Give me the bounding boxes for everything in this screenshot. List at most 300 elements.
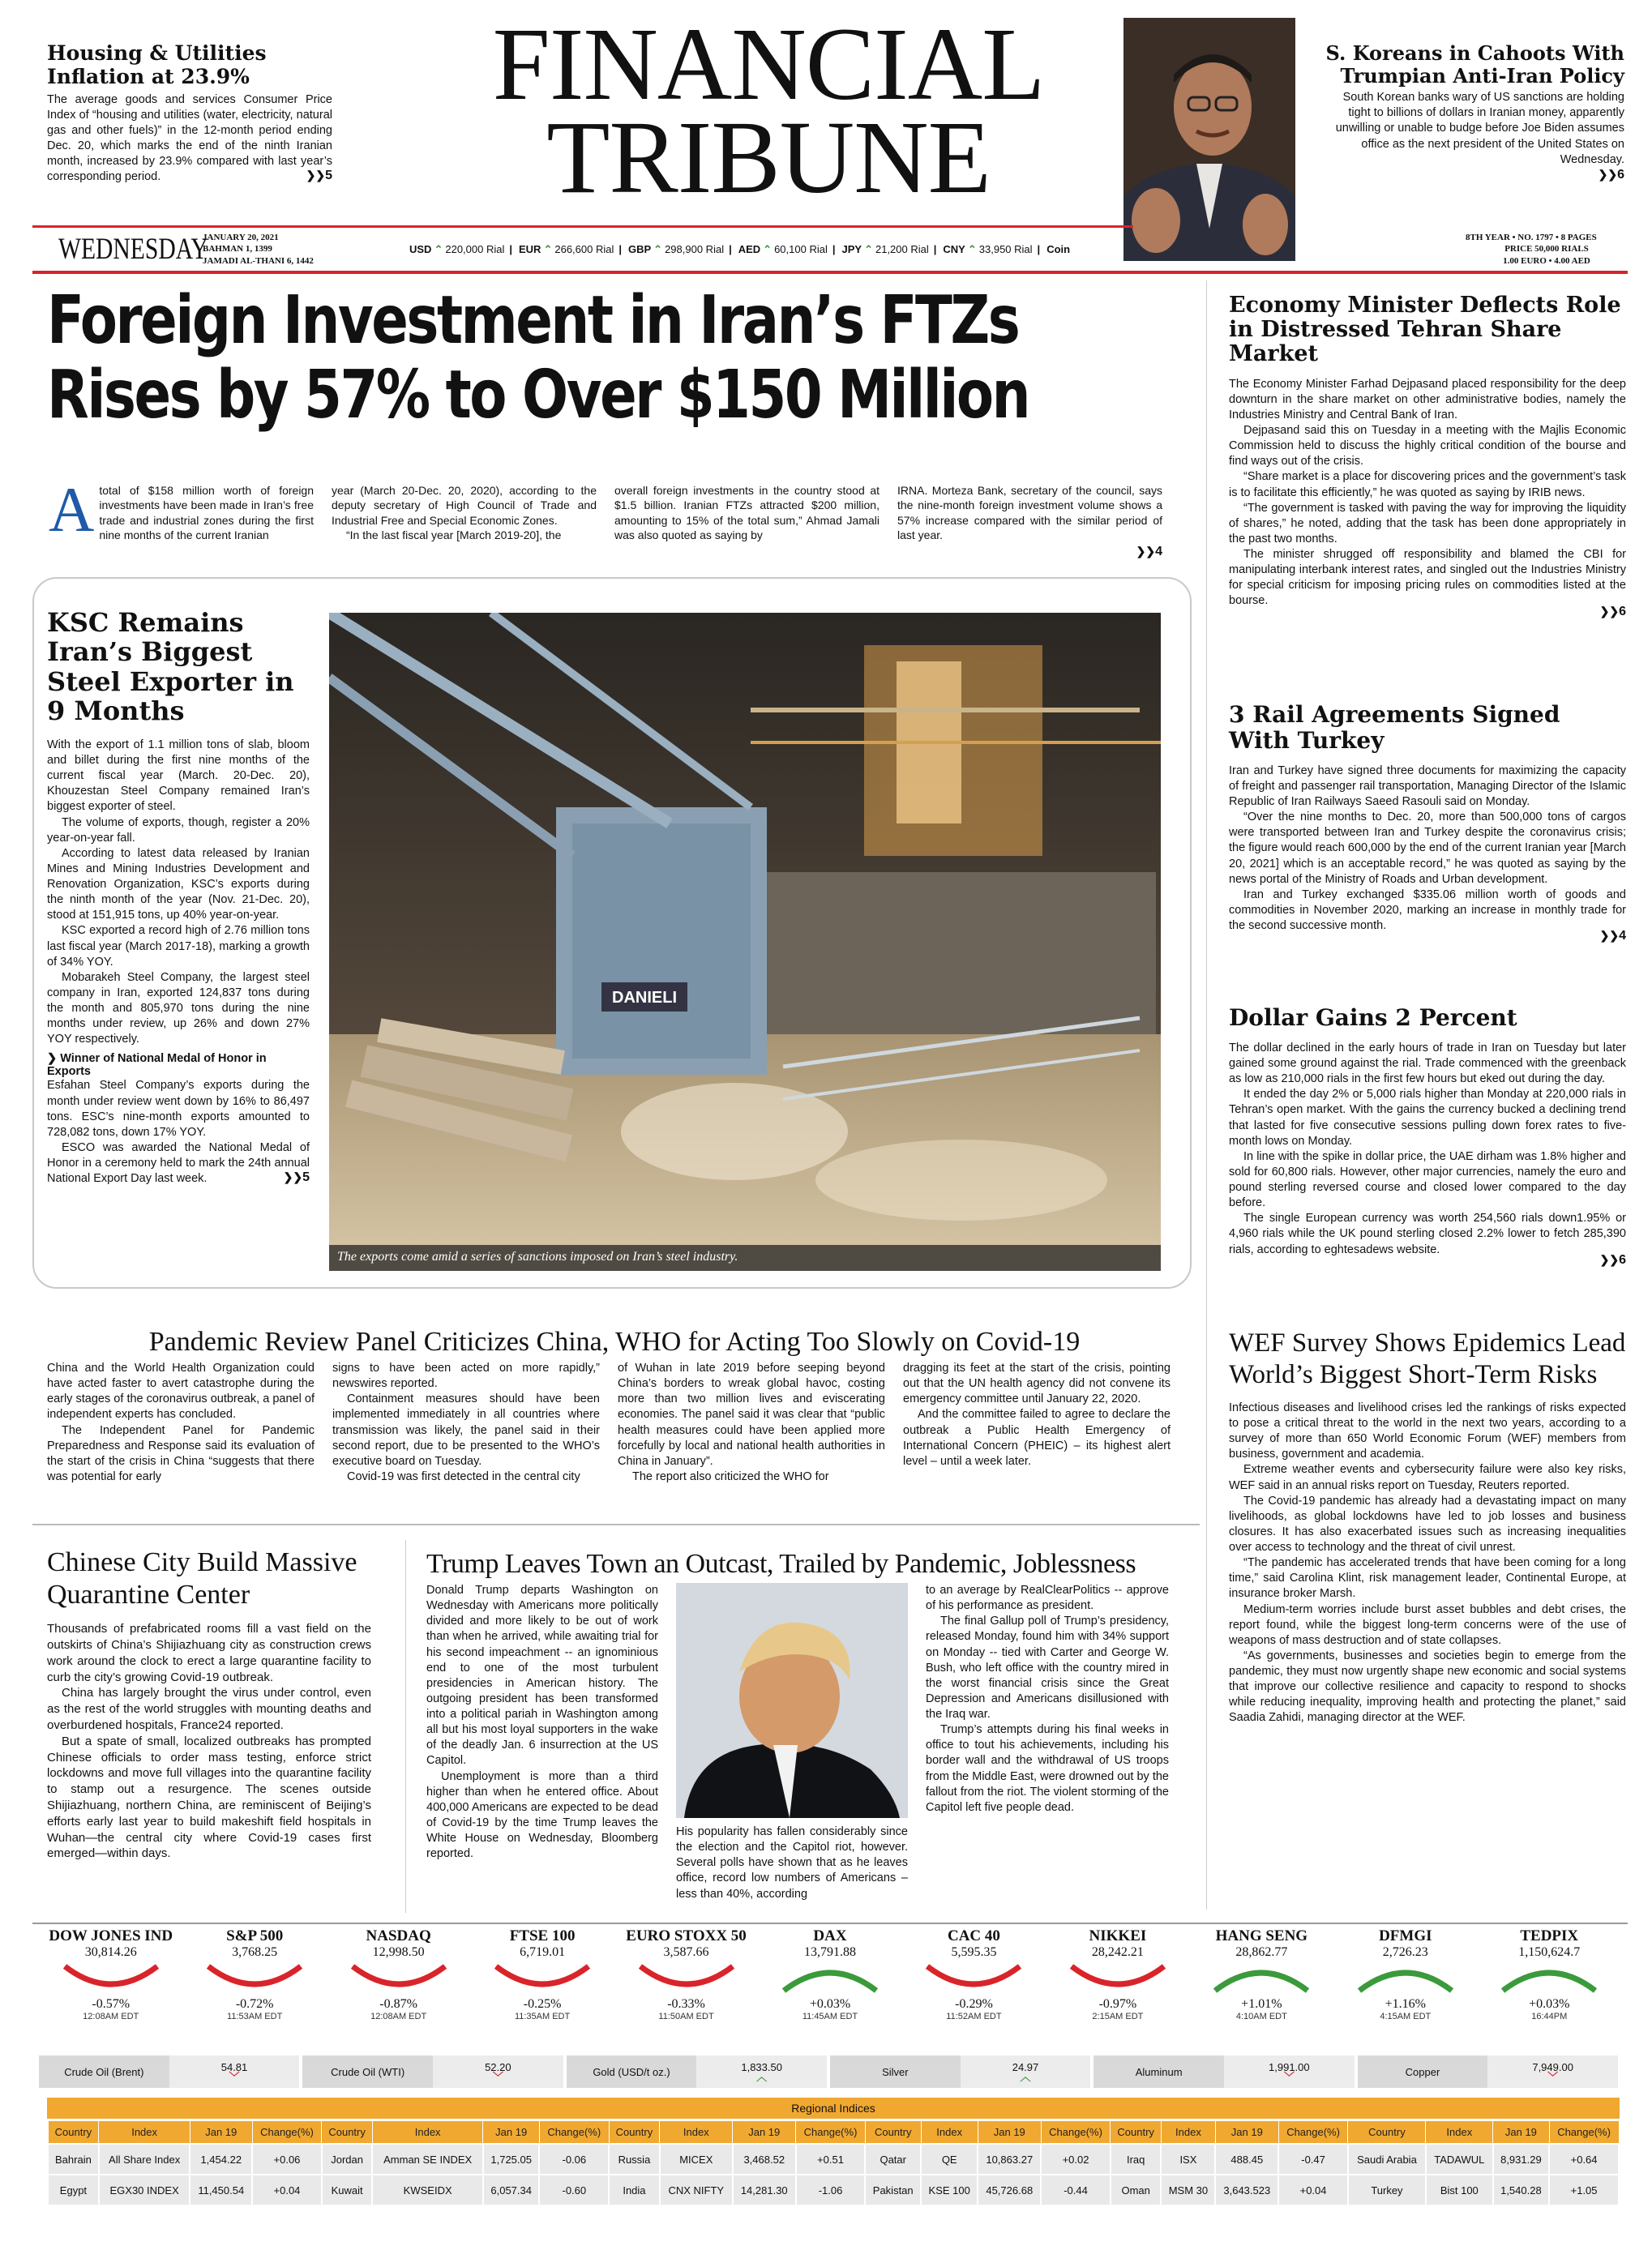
teaser-body: South Korean banks wary of US sanctions are holding tight to billions of dollars in Iranian money, apparently unwilling or unable to budge before Joe Biden assumes office as the next president of the United States on Wednesday. bbox=[1335, 91, 1624, 166]
regional-header-cell: Index bbox=[372, 2121, 483, 2145]
ticker-separator: | bbox=[1037, 243, 1041, 255]
regional-header-cell: Jan 19 bbox=[733, 2121, 796, 2145]
page-ref[interactable]: ❯❯ 6 bbox=[1303, 168, 1624, 182]
index-card bbox=[902, 1927, 1046, 2021]
index-card bbox=[182, 1927, 326, 2021]
trend-up-arc-icon bbox=[777, 1960, 883, 1997]
index-name: DFMGI bbox=[1379, 1927, 1432, 1944]
rail-title: 3 Rail Agreements Signed With Turkey bbox=[1229, 701, 1560, 754]
rail-body bbox=[1229, 764, 1626, 934]
index-card bbox=[758, 1927, 901, 2021]
regional-row bbox=[48, 2144, 1619, 2175]
pandemic-story[interactable] bbox=[47, 1326, 1182, 1485]
ticker-item bbox=[842, 243, 937, 256]
regional-cell: 14,281.30 bbox=[733, 2175, 796, 2205]
index-value: 3,768.25 bbox=[232, 1945, 278, 1959]
paragraph: ESCO was awarded the National Medal of Honor in a ceremony held to mark the 24th annual National Export Day last week. bbox=[47, 1140, 310, 1186]
down-chevron-icon: ﹀ bbox=[1547, 2071, 1559, 2084]
regional-cell: MICEX bbox=[660, 2144, 733, 2175]
index-time: 11:45AM EDT bbox=[802, 2012, 858, 2021]
ticker-value: 298,900 Rial bbox=[665, 243, 725, 255]
regional-cell: QE bbox=[921, 2144, 978, 2175]
pandemic-col-2 bbox=[332, 1361, 600, 1485]
regional-title: Regional Indices bbox=[47, 2098, 1620, 2120]
chinese-city-story[interactable] bbox=[47, 1546, 371, 1862]
trump-story[interactable] bbox=[426, 1548, 1188, 1902]
index-time: 12:08AM EDT bbox=[83, 2012, 139, 2021]
index-name: DOW JONES IND bbox=[49, 1927, 173, 1944]
ticker-item bbox=[738, 243, 836, 256]
index-name: HANG SENG bbox=[1215, 1927, 1308, 1944]
index-change: -0.29% bbox=[955, 1997, 993, 2011]
regional-header-cell: Change(%) bbox=[539, 2121, 609, 2145]
commodity-name: Copper bbox=[1358, 2055, 1488, 2088]
commodity-value: 1,833.50 bbox=[741, 2061, 782, 2074]
index-value: 2,726.23 bbox=[1382, 1945, 1428, 1959]
regional-header-cell: Index bbox=[921, 2121, 978, 2145]
pandemic-col-2c-text: Covid-19 was first detected in the central city bbox=[347, 1469, 580, 1483]
pandemic-col-4-text: dragging its feet at the start of the crisis, pointing out that the UN health agency did not convene its emergency committee until January 22, 2020. bbox=[903, 1362, 1171, 1406]
top-right-teaser[interactable] bbox=[1303, 42, 1624, 182]
index-change: +1.16% bbox=[1385, 1997, 1426, 2011]
regional-cell: Kuwait bbox=[322, 2175, 373, 2205]
index-time: 11:35AM EDT bbox=[514, 2012, 571, 2021]
paragraph: “The government is tasked with paving the way for improving the liquidity of shares,” he noted, adding that the task has been done appropriately in the past two months. bbox=[1229, 501, 1626, 545]
regional-cell: KWSEIDX bbox=[372, 2175, 483, 2205]
market-indices bbox=[39, 1927, 1621, 2021]
regional-table bbox=[47, 2120, 1620, 2206]
paragraph: China has largely brought the virus under control, even as the rest of the world struggles with mounting deaths and overburdened hospitals, France24 reported. bbox=[47, 1686, 371, 1732]
masthead-line1: FINANCIAL bbox=[492, 6, 1045, 122]
pandemic-col-3-text: of Wuhan in late 2019 before seeping beyond China’s borders to wreak global havoc, costing more than two million lives and eviscerating economies. The panel said it was clear that “public health measures could have been applied more forcefully by local and national health authorities in China in January”. bbox=[618, 1362, 885, 1468]
commodity-cell bbox=[1358, 2055, 1618, 2088]
regional-cell: Jordan bbox=[322, 2144, 373, 2175]
regional-cell: Qatar bbox=[865, 2144, 921, 2175]
regional-header-cell: Change(%) bbox=[796, 2121, 866, 2145]
regional-header-cell: Index bbox=[1426, 2121, 1493, 2145]
index-card bbox=[327, 1927, 470, 2021]
subhead-arrow-icon: ❯ bbox=[47, 1052, 61, 1066]
trump-col-3 bbox=[926, 1583, 1169, 1902]
trend-up-arc-icon bbox=[1496, 1960, 1602, 1997]
official-portrait-image bbox=[1123, 18, 1295, 261]
regional-cell: -1.06 bbox=[796, 2175, 866, 2205]
regional-cell: Bist 100 bbox=[1426, 2175, 1493, 2205]
main-col-2 bbox=[332, 483, 597, 560]
regional-header-cell: Country bbox=[322, 2121, 373, 2145]
paragraph: “Over the nine months to Dec. 20, more than 500,000 tons of cargos were transported between Iran and Turkey despite the coronavirus crisis; the figure would reach 600,000 by the end of the current Iranian year [March 20, 2021] which is an acceptable record,” he was quoted as saying by the news portal of the Ministry of Roads and Urban development. bbox=[1229, 811, 1626, 886]
wef-story[interactable] bbox=[1229, 1328, 1626, 1726]
trump-columns bbox=[426, 1583, 1188, 1902]
pandemic-col-2-text: signs to have been acted on more rapidly,” newswires reported. bbox=[332, 1362, 600, 1391]
regional-cell: 1,454.22 bbox=[190, 2144, 252, 2175]
regional-header-cell: Jan 19 bbox=[190, 2121, 252, 2145]
regional-cell: -0.60 bbox=[539, 2175, 609, 2205]
paragraph: Iran and Turkey have signed three documents for maximizing the capacity of freight and passenger rail transportation, Managing Director of the Islamic Republic of Iran Railways Saeed Rasouli said on Monday. bbox=[1229, 764, 1626, 809]
up-arrow-icon: ⌃ bbox=[967, 243, 977, 255]
ticker-code: JPY bbox=[841, 243, 862, 255]
index-card bbox=[1333, 1927, 1477, 2021]
index-change: +0.03% bbox=[1529, 1997, 1570, 2011]
right-divider bbox=[1206, 280, 1207, 1910]
paragraph: “The pandemic has accelerated trends that have been coming for a long time,” said Carolina Klint, risk management leader, Continental Europe, at insurance broker Marsh. bbox=[1229, 1556, 1626, 1601]
dateline-rule-bottom bbox=[32, 271, 1628, 274]
paragraph: Medium-term worries include burst asset bubbles and debt crises, the report found, while the biggest long-term concerns were of the use of weapons of mass destruction and of state collapses. bbox=[1229, 1602, 1626, 1647]
index-value: 5,595.35 bbox=[951, 1945, 997, 1959]
ticker-item bbox=[409, 243, 512, 256]
economy-title: Economy Minister Deflects Role in Distressed Tehran Share Market bbox=[1229, 293, 1621, 367]
up-chevron-icon: ︿ bbox=[1020, 2071, 1031, 2084]
regional-cell: 3,468.52 bbox=[733, 2144, 796, 2175]
index-time: 11:52AM EDT bbox=[946, 2012, 1002, 2021]
pandemic-col-4b-text: And the committee failed to agree to declare the outbreak a Public Health Emergency of International Concern (PHEIC) – its highest alert level – until a week later. bbox=[903, 1408, 1171, 1468]
commodity-value-box bbox=[1224, 2055, 1355, 2088]
ticker-code: CNY bbox=[943, 243, 965, 255]
regional-cell: -0.47 bbox=[1278, 2144, 1348, 2175]
edition-number: 8TH YEAR • NO. 1797 • 8 PAGES bbox=[1466, 233, 1597, 242]
paragraph: The single European currency was worth 254,560 rials down1.95% or 4,960 rials while the UK pound sterling closed 2.2% lower to fetch 285,390 rials, according to eghtesadews website. bbox=[1229, 1212, 1626, 1256]
index-change: +0.03% bbox=[809, 1997, 851, 2011]
page-ref[interactable]: ❯❯ 4 bbox=[897, 543, 1162, 560]
trend-down-arc-icon bbox=[58, 1960, 164, 1997]
index-card bbox=[1478, 1927, 1621, 2021]
paragraph: Trump’s attempts during his final weeks in office to tout his achievements, including his border wall and the withdrawal of US troops from the Middle East, were drowned out by the fallout from the riot. The violent storming of the Capitol left five people dead. bbox=[926, 1723, 1169, 1814]
page-ref[interactable]: ❯❯ 6 bbox=[1229, 605, 1626, 619]
regional-cell: Amman SE INDEX bbox=[372, 2144, 483, 2175]
index-card bbox=[470, 1927, 614, 2021]
edition-info bbox=[1466, 232, 1628, 267]
ticker-value: 21,200 Rial bbox=[875, 243, 929, 255]
regional-header-cell: Country bbox=[865, 2121, 921, 2145]
ticker-separator: | bbox=[729, 243, 732, 255]
main-story-body bbox=[49, 474, 1167, 560]
main-col-3-text: overall foreign investments in the country stood at $1.5 billion. Iranian FTZs attracted $200 million, amounting to 15% of the total sum,” Ahmad Jamali was also quoted as saying by bbox=[614, 484, 879, 542]
pandemic-col-4 bbox=[903, 1361, 1171, 1485]
commodity-value-box bbox=[1487, 2055, 1618, 2088]
main-col-1-text: total of $158 million worth of foreign investments have been made in Iran’s free trade and industrial zones during the first nine months of the current Iranian bbox=[99, 484, 314, 542]
dollar-body bbox=[1229, 1041, 1626, 1258]
paragraph: The minister shrugged off responsibility and blamed the CBI for manipulating interbank interest rates, and singled out the Industries Ministry for special criticism for imposing pricing rules on commodities listed at the bourse. bbox=[1229, 548, 1626, 608]
regional-header-cell: Change(%) bbox=[1549, 2121, 1619, 2145]
paragraph: Esfahan Steel Company’s exports during the month under review went down by 16% to 86,497 tons. ESC’s nine-month exports amounted to 728,082 tons, down 17% YOY. bbox=[47, 1079, 310, 1139]
index-value: 6,719.01 bbox=[520, 1945, 566, 1959]
regional-cell: Turkey bbox=[1348, 2175, 1426, 2205]
chinese-city-title: Chinese City Build Massive Quarantine Center bbox=[47, 1547, 357, 1611]
regional-cell: +0.51 bbox=[796, 2144, 866, 2175]
commodity-value: 1,991.00 bbox=[1269, 2061, 1310, 2074]
index-value: 28,242.21 bbox=[1091, 1945, 1144, 1959]
commodity-value: 24.97 bbox=[1012, 2061, 1039, 2074]
regional-cell: India bbox=[609, 2175, 660, 2205]
paragraph: In line with the spike in dollar price, the UAE dirham was 1.8% higher and sold for 60,800 rials. However, other major currencies, namely the euro and pound sterling reversed course and closed lower compared to the day before. bbox=[1229, 1149, 1626, 1210]
down-chevron-icon: ﹀ bbox=[229, 2071, 240, 2084]
teaser-body: The average goods and services Consumer Price Index of “housing and utilities (water, electricity, natural gas and other fuels)” in the 12-month period ending Dec. 20, which marks the end of the ninth Iranian month, increased by 23.9% compared with last year’s corresponding period. bbox=[47, 92, 332, 184]
weekday: WEDNESDAY bbox=[58, 233, 208, 266]
index-change: +1.01% bbox=[1241, 1997, 1282, 2011]
regional-header-cell: Jan 19 bbox=[483, 2121, 540, 2145]
commodity-value: 52.20 bbox=[485, 2061, 511, 2074]
ticker-separator: | bbox=[933, 243, 937, 255]
pandemic-title: Pandemic Review Panel Criticizes China, WHO for Acting Too Slowly on Covid-19 bbox=[148, 1327, 1081, 1357]
ksc-story[interactable] bbox=[47, 608, 310, 1185]
ticker-value: 220,000 Rial bbox=[445, 243, 505, 255]
ticker-code: GBP bbox=[628, 243, 652, 255]
index-time: 12:08AM EDT bbox=[370, 2012, 427, 2021]
dollar-title: Dollar Gains 2 Percent bbox=[1229, 1004, 1517, 1031]
paragraph: According to latest data released by Iranian Mines and Mining Industries Development and Renovation Organization, KSC’s exports during the ninth month of the year (Nov. 21-Dec. 20), stood at 151,915 tons, up 40% year-on-year. bbox=[47, 846, 310, 922]
regional-cell: 488.45 bbox=[1215, 2144, 1278, 2175]
paragraph: “Share market is a place for discovering prices and the government’s task is to facilitate this efficiently,” he was quoted as saying by IRIB news. bbox=[1229, 470, 1627, 499]
index-time: 16:44PM bbox=[1531, 2012, 1568, 2021]
main-headline[interactable] bbox=[47, 284, 1029, 433]
ticker-item bbox=[943, 243, 1040, 256]
regional-cell: 6,057.34 bbox=[483, 2175, 540, 2205]
ticker-value: 60,100 Rial bbox=[774, 243, 828, 255]
commodity-value: 54.81 bbox=[220, 2061, 248, 2074]
regional-cell: +0.64 bbox=[1549, 2144, 1619, 2175]
index-name: NIKKEI bbox=[1089, 1927, 1147, 1944]
up-arrow-icon: ⌃ bbox=[763, 243, 773, 255]
ksc-subhead-text: Winner of National Medal of Honor in Exports bbox=[47, 1052, 267, 1079]
paragraph: Dejpasand said this on Tuesday in a meeting with the Majlis Economic Commission held to discuss the highly critical condition of the bourse and find ways out of the crisis. bbox=[1229, 424, 1626, 468]
trend-down-arc-icon bbox=[1065, 1960, 1171, 1997]
ticker-item bbox=[628, 243, 732, 256]
page-ref[interactable]: ❯❯ 5 bbox=[47, 169, 332, 183]
commodity-value-box bbox=[961, 2055, 1091, 2088]
dropcap: A bbox=[49, 474, 95, 545]
regional-cell: TADAWUL bbox=[1426, 2144, 1493, 2175]
ticker-code: EUR bbox=[519, 243, 541, 255]
commodity-value-box bbox=[169, 2055, 300, 2088]
regional-cell: Bahrain bbox=[48, 2144, 99, 2175]
index-time: 4:15AM EDT bbox=[1380, 2012, 1432, 2021]
ticker-strip bbox=[409, 243, 1123, 256]
index-name: FTSE 100 bbox=[509, 1927, 576, 1944]
section-rule bbox=[32, 1524, 1200, 1525]
trend-down-arc-icon bbox=[202, 1960, 307, 1997]
commodity-strip bbox=[39, 2055, 1621, 2088]
trend-up-arc-icon bbox=[1209, 1960, 1314, 1997]
regional-cell: 45,726.68 bbox=[978, 2175, 1041, 2205]
regional-header-cell: Index bbox=[99, 2121, 190, 2145]
regional-cell: CNX NIFTY bbox=[660, 2175, 733, 2205]
commodity-name: Crude Oil (Brent) bbox=[39, 2055, 169, 2088]
commodity-value-box bbox=[433, 2055, 563, 2088]
index-value: 13,791.88 bbox=[803, 1945, 856, 1959]
ticker-separator: | bbox=[509, 243, 512, 255]
headline-line1: Foreign Investment in Iran’s FTZs bbox=[47, 282, 1019, 359]
down-chevron-icon: ﹀ bbox=[492, 2071, 503, 2084]
pandemic-col-3b-text: The report also criticized the WHO for bbox=[632, 1469, 829, 1483]
paragraph: It ended the day 2% or 5,000 rials higher than Monday at 220,000 rials in Tehran’s open market. With the gains the currency bucked a declining trend that lasted for five consecutive sessions pulling down forex rates to five-month lows on Monday. bbox=[1229, 1088, 1626, 1148]
regional-cell: +0.06 bbox=[252, 2144, 322, 2175]
masthead-line2: TRIBUNE bbox=[546, 100, 991, 216]
paragraph: Infectious diseases and livelihood crises led the rankings of risks expected to pose a critical threat to the world in the next two years, according to a survey of more than 650 World Economic Forum (WEF) members from business, government and academia. bbox=[1229, 1401, 1626, 1461]
up-arrow-icon: ⌃ bbox=[434, 243, 443, 255]
photo-caption: The exports come amid a series of sanctions imposed on Iran’s steel industry. bbox=[337, 1250, 738, 1264]
paragraph: The Covid-19 pandemic has already had a devastating impact on many livelihoods, as global lockdowns have led to job losses and business closures. It has also exacerbated issues such as increasing inequalities over access to technology and the threat of civil unrest. bbox=[1229, 1494, 1626, 1554]
main-col-1 bbox=[49, 474, 314, 560]
regional-cell: KSE 100 bbox=[921, 2175, 978, 2205]
index-name: TEDPIX bbox=[1520, 1927, 1579, 1944]
regional-cell: 1,540.28 bbox=[1493, 2175, 1550, 2205]
regional-header-cell: Index bbox=[1161, 2121, 1215, 2145]
index-time: 2:15AM EDT bbox=[1092, 2012, 1144, 2021]
ksc-body bbox=[47, 738, 310, 1048]
index-value: 1,150,624.7 bbox=[1518, 1945, 1581, 1959]
regional-cell: ISX bbox=[1161, 2144, 1215, 2175]
page-ref[interactable]: ❯❯ 5 bbox=[47, 1170, 310, 1185]
paragraph: Unemployment is more than a third higher than when he entered office. About 400,000 Americans are expected to be dead of Covid-19 by the time Trump leaves the White House on Wednesday, Bloomberg reported. bbox=[426, 1769, 658, 1861]
page-ref[interactable]: ❯❯ 6 bbox=[1229, 1253, 1626, 1268]
down-chevron-icon: ﹀ bbox=[1283, 2071, 1295, 2084]
paragraph: Donald Trump departs Washington on Wednesday with Americans more politically divided and more likely to be out of work than when he arrived, while awaiting trial for his second impeachment -- an ignominious end to one of the most turbulent presidencies in American history. The outgoing president has been transformed into a political pariah in Washington among all but his most loyal supporters in the wake of the deadly Jan. 6 insurrection at the US Capitol. bbox=[426, 1584, 658, 1768]
regional-header-cell: Jan 19 bbox=[978, 2121, 1041, 2145]
top-left-teaser[interactable] bbox=[47, 42, 332, 183]
ksc-photo bbox=[329, 613, 1161, 1271]
commodity-cell bbox=[39, 2055, 299, 2088]
index-value: 30,814.26 bbox=[84, 1945, 137, 1959]
commodity-name: Crude Oil (WTI) bbox=[302, 2055, 433, 2088]
edition-price: PRICE 50,000 RIALS bbox=[1504, 244, 1589, 255]
index-value: 12,998.50 bbox=[372, 1945, 425, 1959]
up-chevron-icon: ︿ bbox=[756, 2071, 768, 2084]
ticker-item bbox=[1046, 243, 1075, 256]
paragraph: Mobarakeh Steel Company, the largest steel company in Iran, exported 124,837 tons during the month and 805,970 tons during the nine months under review, up 26% and down 27% YOY respectively. bbox=[47, 970, 310, 1046]
steel-mill-image bbox=[329, 613, 1161, 1271]
index-card bbox=[1046, 1927, 1189, 2021]
index-name: DAX bbox=[813, 1927, 847, 1944]
paragraph: “As governments, businesses and societies begin to emerge from the pandemic, they must now urgently shape new economic and social systems that improve our collective resilience and capacity to respond to shocks while reducing inequality, improving health and protecting the planet,” said Saadia Zahidi, managing director at the WEF. bbox=[1229, 1649, 1626, 1725]
index-time: 11:53AM EDT bbox=[227, 2012, 283, 2021]
index-time: 11:50AM EDT bbox=[658, 2012, 714, 2021]
regional-header-cell: Index bbox=[660, 2121, 733, 2145]
trump-col-2-text: His popularity has fallen considerably since the election and the Capitol riot, however. Several polls have shown that as he leaves office, record low numbers of Americans – less than 40%, according bbox=[676, 1825, 908, 1901]
index-name: NASDAQ bbox=[366, 1927, 431, 1944]
regional-cell: Saudi Arabia bbox=[1348, 2144, 1426, 2175]
up-arrow-icon: ⌃ bbox=[864, 243, 873, 255]
index-name: EURO STOXX 50 bbox=[626, 1927, 747, 1944]
commodity-value: 7,949.00 bbox=[1532, 2061, 1573, 2074]
pandemic-col-1 bbox=[47, 1361, 315, 1485]
paragraph: to an average by RealClearPolitics -- approve of his performance as president. bbox=[926, 1584, 1169, 1613]
regional-header-cell: Country bbox=[1348, 2121, 1426, 2145]
index-value: 28,862.77 bbox=[1235, 1945, 1288, 1959]
dollar-story[interactable] bbox=[1229, 1005, 1626, 1268]
index-name: CAC 40 bbox=[947, 1927, 1000, 1944]
paragraph: The Economy Minister Farhad Dejpasand placed responsibility for the deep downturn in the share market on other administrative bodies, namely the Industries Ministry and Central Bank of Iran. bbox=[1229, 377, 1626, 421]
index-change: -0.57% bbox=[92, 1997, 131, 2011]
regional-header-cell: Country bbox=[1111, 2121, 1162, 2145]
index-card bbox=[614, 1927, 758, 2021]
trend-down-arc-icon bbox=[490, 1960, 595, 1997]
ticker-separator: | bbox=[832, 243, 836, 255]
regional-cell: All Share Index bbox=[99, 2144, 190, 2175]
index-time: 4:10AM EDT bbox=[1235, 2012, 1287, 2021]
regional-header-cell: Country bbox=[48, 2121, 99, 2145]
paragraph: But a spate of small, localized outbreaks has prompted Chinese officials to order mass testing, enforce strict lockdowns and move full villages into the quarantine facility to stamp out a resurgence. The scenes outside Shijiazhuang, northern China, are reminiscent of Beijing’s efforts early last year to build makeshift field hospitals in Wuhan—the central city where Covid-19 cases first emerged—within days. bbox=[47, 1734, 371, 1861]
regional-header-cell: Jan 19 bbox=[1215, 2121, 1278, 2145]
paragraph: Thousands of prefabricated rooms fill a vast field on the outskirts of China’s Shijiazhuang city as construction crews work around the clock to erect a large quarantine facility to curb the city’s growing Covid-19 outbreak. bbox=[47, 1622, 371, 1684]
teaser-title: Housing & Utilities Inflation at 23.9% bbox=[47, 41, 267, 88]
trump-photo bbox=[676, 1583, 908, 1818]
masthead-title bbox=[387, 6, 1149, 216]
ksc-subhead bbox=[47, 1052, 310, 1078]
regional-cell: 11,450.54 bbox=[190, 2175, 252, 2205]
regional-cell: +0.02 bbox=[1041, 2144, 1111, 2175]
paragraph: The volume of exports, though, register a 20% year-on-year fall. bbox=[47, 815, 310, 845]
date-persian: BAHMAN 1, 1399 bbox=[203, 244, 272, 255]
market-rule bbox=[32, 1923, 1628, 1924]
regional-header-cell: Change(%) bbox=[1041, 2121, 1111, 2145]
pandemic-col-1-text: China and the World Health Organization could have acted faster to avert catastrophe during the early stages of the coronavirus outbreak, a panel of independent experts has concluded. bbox=[47, 1362, 315, 1422]
commodity-cell bbox=[567, 2055, 827, 2088]
paragraph: Iran and Turkey exchanged $335.06 million worth of goods and commodities in November 2020, marking an increase in monthly trade for the second successive month. bbox=[1229, 888, 1626, 933]
regional-cell: 8,931.29 bbox=[1493, 2144, 1550, 2175]
index-name: S&P 500 bbox=[226, 1927, 284, 1944]
rail-story[interactable] bbox=[1229, 702, 1626, 943]
headline-line2: Rises by 57% to Over $150 Million bbox=[47, 356, 1029, 434]
ticker-separator: | bbox=[618, 243, 622, 255]
regional-header-cell: Change(%) bbox=[1278, 2121, 1348, 2145]
main-col-2-text-b: “In the last fiscal year [March 2019-20], the bbox=[346, 528, 562, 542]
regional-cell: Oman bbox=[1111, 2175, 1162, 2205]
trump-col-2 bbox=[676, 1583, 908, 1902]
ticker-value: 266,600 Rial bbox=[554, 243, 614, 255]
teaser-title: S. Koreans in Cahoots With Trumpian Anti-Iran Policy bbox=[1325, 41, 1624, 88]
commodity-name: Gold (USD/t oz.) bbox=[567, 2055, 697, 2088]
regional-cell: +0.04 bbox=[1278, 2175, 1348, 2205]
regional-header-cell: Change(%) bbox=[252, 2121, 322, 2145]
regional-cell: Russia bbox=[609, 2144, 660, 2175]
regional-cell: EGX30 INDEX bbox=[99, 2175, 190, 2205]
edition-fx: 1.00 EURO • 4.00 AED bbox=[1503, 255, 1590, 266]
regional-cell: Iraq bbox=[1111, 2144, 1162, 2175]
ticker-code: Coin bbox=[1046, 243, 1071, 255]
trend-up-arc-icon bbox=[1353, 1960, 1458, 1997]
commodity-value-box bbox=[696, 2055, 827, 2088]
ticker-code: AED bbox=[738, 243, 761, 255]
index-value: 3,587.66 bbox=[663, 1945, 709, 1959]
pandemic-col-3 bbox=[618, 1361, 885, 1485]
date-hijri: JAMADI AL-THANI 6, 1442 bbox=[203, 255, 314, 266]
trump-title: Trump Leaves Town an Outcast, Trailed by Pandemic, Joblessness bbox=[426, 1549, 1136, 1579]
regional-cell: Pakistan bbox=[865, 2175, 921, 2205]
commodity-name: Silver bbox=[830, 2055, 961, 2088]
pandemic-columns bbox=[47, 1361, 1182, 1485]
portrait-photo bbox=[1123, 18, 1295, 261]
paragraph: With the export of 1.1 million tons of slab, bloom and billet during the first nine months of the current fiscal year (March. 20-Dec. 20), Khouzestan Steel Company remained Iran’s biggest exporter of steel. bbox=[47, 738, 310, 814]
date-gregorian: JANUARY 20, 2021 bbox=[203, 233, 279, 242]
main-col-3 bbox=[614, 483, 879, 560]
dateline-rule-top bbox=[32, 225, 1133, 228]
regional-cell: Egypt bbox=[48, 2175, 99, 2205]
regional-cell: 10,863.27 bbox=[978, 2144, 1041, 2175]
ticker-value: 33,950 Rial bbox=[978, 243, 1033, 255]
ticker-code: USD bbox=[409, 243, 432, 255]
index-change: -0.97% bbox=[1098, 1997, 1137, 2011]
chinese-city-body bbox=[47, 1621, 371, 1862]
ksc-body-2 bbox=[47, 1078, 310, 1187]
wef-body bbox=[1229, 1401, 1626, 1726]
index-change: -0.33% bbox=[667, 1997, 705, 2011]
paragraph: The final Gallup poll of Trump’s presidency, released Monday, found him with 34% support on Monday -- tied with Carter and George W. Bush, who left office with the country mired in the worst financial crisis since the Great Depression and Americans disillusioned with the Iraq war. bbox=[926, 1615, 1169, 1722]
commodity-cell bbox=[830, 2055, 1090, 2088]
trend-down-arc-icon bbox=[346, 1960, 452, 1997]
regional-header-cell: Country bbox=[609, 2121, 660, 2145]
page-ref[interactable]: ❯❯ 4 bbox=[1229, 929, 1626, 943]
economy-story[interactable] bbox=[1229, 293, 1626, 619]
